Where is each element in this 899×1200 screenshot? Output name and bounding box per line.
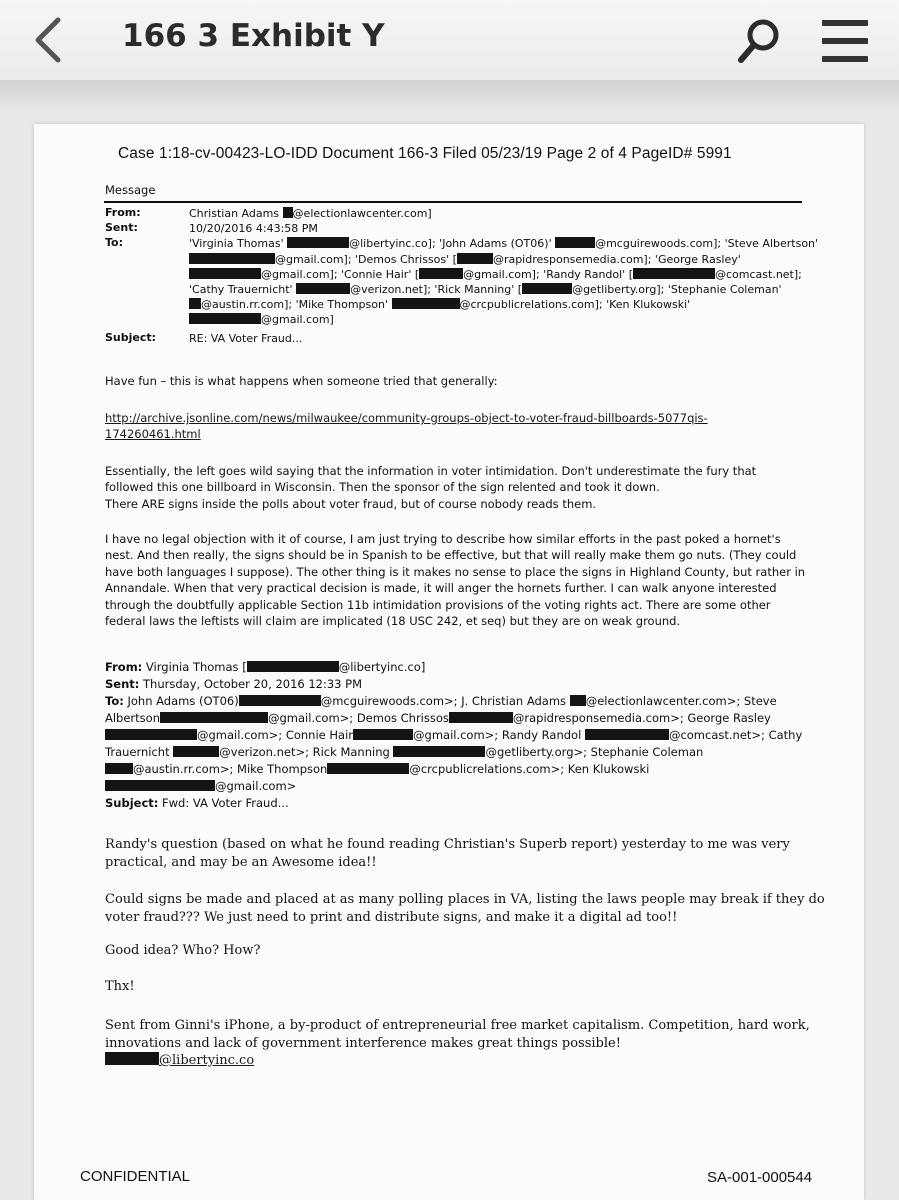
email2-signature: Sent from Ginni's iPhone, a by-product of entrepreneurial free market capitalism. Competition, hard work, innovations and lack of government interference makes great things possible! @libertyinc.co	[105, 1018, 810, 1068]
email1-paragraph: Essentially, the left goes wild saying that the information in voter intimidation. Don't underestimate the fury that followed this one billboard in Wisconsin. Then the sponsor of the sign relented and took it down. There ARE signs inside the polls about voter fraud, but of course nobody reads them.	[105, 464, 757, 511]
bates-number: SA-001-000544	[707, 1169, 813, 1186]
email2-to-line: @austin.rr.com>; Mike Thompson @crcpublicrelations.com>; Ken Klukowski	[105, 761, 805, 778]
email2-to-line: To: John Adams (OT06) @mcguirewoods.com>; J. Christian Adams @electionlawcenter.com>; Steve	[105, 694, 777, 708]
email1-to-line: @gmail.com]; 'Connie Hair' [ @gmail.com]; 'Randy Randol' [ @comcast.net];	[189, 267, 809, 282]
message-label: Message	[105, 183, 156, 197]
document-title: 166 3 Exhibit Y	[122, 18, 385, 54]
from-label: From:	[105, 206, 141, 219]
header-divider	[104, 201, 802, 203]
email1-sent: 10/20/2016 4:43:58 PM	[189, 222, 318, 236]
app-bar	[0, 0, 899, 80]
email1-header	[189, 206, 819, 328]
hamburger-icon	[822, 20, 868, 26]
email2-to-line: Albertson @gmail.com>; Demos Chrissos @rapidresponsemedia.com>; George Rasley	[105, 711, 771, 725]
email2-subject: Subject: Fwd: VA Voter Fraud...	[105, 796, 289, 810]
menu-button[interactable]	[822, 20, 868, 62]
search-button[interactable]	[736, 16, 784, 66]
case-header: Case 1:18-cv-00423-LO-IDD Document 166-3 Filed 05/23/19 Page 2 of 4 PageID# 5991	[118, 145, 732, 162]
email2-from: From: Virginia Thomas [ @libertyinc.co]	[105, 660, 426, 674]
signature-email[interactable]: @libertyinc.co	[105, 1052, 805, 1070]
email1-to-line: @gmail.com]; 'Demos Chrissos' [ @rapidresponsemedia.com]; 'George Rasley'	[189, 252, 809, 267]
email1-to-line: 'Cathy Trauernicht' @verizon.net]; 'Rick Manning' [ @getliberty.org]; 'Stephanie Coleman'	[189, 283, 782, 297]
to-label: To:	[105, 236, 123, 249]
document-page	[34, 124, 864, 1200]
email2-to-line: @gmail.com>; Connie Hair @gmail.com>; Randy Randol @comcast.net>; Cathy	[105, 727, 805, 744]
email2-to-line: @gmail.com>	[105, 778, 805, 795]
confidential-label: CONFIDENTIAL	[80, 1168, 191, 1185]
email1-from: Christian Adams @electionlawcenter.com]	[189, 207, 432, 220]
email1-subject: RE: VA Voter Fraud...	[189, 332, 303, 345]
email1-to-line: @austin.rr.com]; 'Mike Thompson' @crcpublicrelations.com]; 'Ken Klukowski'	[189, 297, 809, 312]
email2-paragraph: Thx!	[105, 979, 135, 994]
search-icon	[736, 16, 784, 66]
chevron-left-icon	[22, 14, 72, 66]
email2-to-line: Trauernicht @verizon.net>; Rick Manning @getliberty.org>; Stephanie Coleman	[105, 745, 704, 759]
email2-header	[105, 659, 805, 812]
email2-paragraph: Could signs be made and placed at as many polling places in VA, listing the laws people may break if they do voter fraud??? We just need to print and distribute signs, and make it a digital ad too!!	[105, 892, 825, 925]
sent-label: Sent:	[105, 221, 138, 234]
email1-paragraph: I have no legal objection with it of course, I am just trying to describe how similar efforts in the past poked a hornet's nest. And then really, the signs should be in Spanish to be effective, but that will really make them go nuts. (They could have both languages I suppose). The other thing is it makes no sense to place the signs in Highland County, but rather in Annandale. When that very practical decision is made, it will anger the hornets further. I can walk anyone interested through the doubtfully applicable Section 11b intimidation provisions of the voting rights act. There are some other federal laws the leftists will claim are implicated (18 USC 242, et seq) but they are on weak ground.	[105, 532, 806, 629]
email2-paragraph: Randy's question (based on what he found reading Christian's Superb report) yesterday to me was very practical, and may be an Awesome idea!!	[105, 837, 790, 870]
email1-intro: Have fun – this is what happens when someone tried that generally:	[105, 374, 498, 388]
email1-to-line: @gmail.com]	[189, 312, 809, 327]
back-button[interactable]	[22, 14, 72, 66]
article-link[interactable]: http://archive.jsonline.com/news/milwaukee/community-groups-object-to-voter-fraud-billboards-5077qis- 174260461.html	[105, 411, 708, 442]
email2-sent: Sent: Thursday, October 20, 2016 12:33 PM	[105, 677, 363, 691]
email1-to-line: 'Virginia Thomas' @libertyinc.co]; 'John Adams (OT06)' @mcguirewoods.com]; 'Steve Albertson'	[189, 237, 819, 251]
email2-paragraph: Good idea? Who? How?	[105, 943, 261, 958]
subject-label: Subject:	[105, 331, 157, 344]
